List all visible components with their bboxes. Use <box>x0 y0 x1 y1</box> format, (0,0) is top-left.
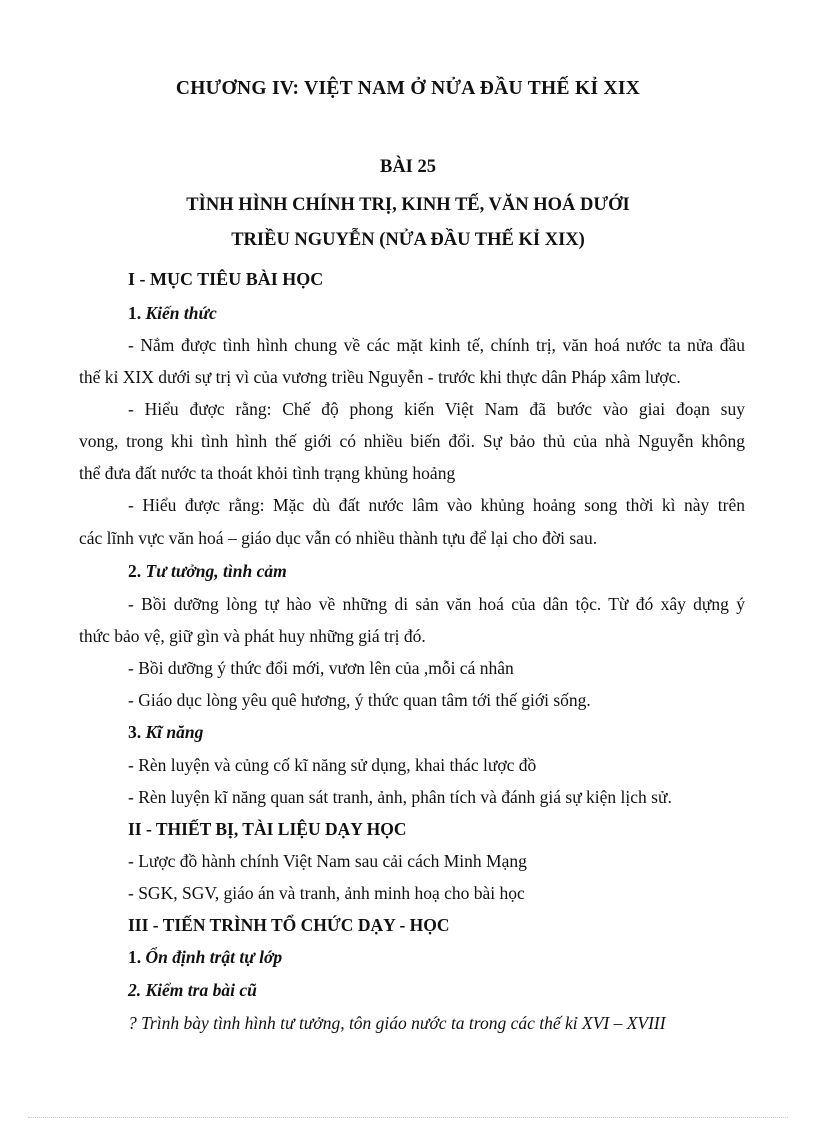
lesson-number: BÀI 25 <box>379 157 437 177</box>
paragraph-line: - Bồi dưỡng ý thức đổi mới, vươn lên của ,mỗi cá nhân <box>128 658 514 678</box>
subheading-attitude-num: 2. <box>128 561 146 581</box>
section-1-heading-text: - MỤC TIÊU BÀI HỌC <box>135 269 324 289</box>
lesson-title-line-2: TRIỀU NGUYỄN (NỬA ĐẦU THẾ KỈ XIX) <box>231 230 585 250</box>
section-2-heading: II - THIẾT BỊ, TÀI LIỆU DẠY HỌC <box>128 819 407 839</box>
paragraph-line: - Hiểu được rằng: Chế độ phong kiến Việt Nam đã bước vào giai đoạn suy <box>128 399 745 419</box>
subheading-knowledge-num: 1. <box>128 303 146 323</box>
paragraph-line: - Giáo dục lòng yêu quê hương, ý thức quan tâm tới thế giới sống. <box>128 690 591 710</box>
paragraph-line: - Rèn luyện và củng cố kĩ năng sử dụng, khai thác lược đồ <box>128 755 537 775</box>
subheading-class-order <box>128 946 282 968</box>
paragraph-line: - Lược đồ hành chính Việt Nam sau cải cách Minh Mạng <box>128 851 527 871</box>
section-1-roman: I <box>128 269 136 289</box>
paragraph-line: vong, trong khi tình hình thế giới có nhiều biến đổi. Sự bảo thủ của nhà Nguyễn không <box>79 431 745 451</box>
paragraph-line: - SGK, SGV, giáo án và tranh, ảnh minh hoạ cho bài học <box>128 883 525 903</box>
subheading-class-order-title: Ổn định trật tự lớp <box>145 947 283 967</box>
paragraph-line: thế kỉ XIX dưới sự trị vì của vương triều Nguyễn - trước khi thực dân Pháp xâm lược. <box>79 367 681 387</box>
paragraph-line: - Bồi dưỡng lòng tự hào về những di sản văn hoá của dân tộc. Từ đó xây dựng ý <box>128 594 745 614</box>
chapter-title: CHƯƠNG IV: VIỆT NAM Ở NỬA ĐẦU THẾ KỈ XIX <box>175 78 641 99</box>
paragraph-line: thức bảo vệ, giữ gìn và phát huy những giá trị đó. <box>79 626 426 646</box>
lesson-title-line-1: TÌNH HÌNH CHÍNH TRỊ, KINH TẾ, VĂN HOÁ DƯỚI <box>186 195 630 215</box>
paragraph-line: thể đưa đất nước ta thoát khỏi tình trạng khủng hoảng <box>79 463 456 483</box>
subheading-knowledge-title: Kiến thức <box>145 303 217 323</box>
review-question: ? Trình bày tình hình tư tưởng, tôn giáo nước ta trong các thế kỉ XVI – XVIII <box>128 1013 666 1033</box>
subheading-attitude <box>128 560 287 582</box>
subheading-class-order-num: 1. <box>128 947 146 967</box>
subheading-skills <box>128 721 203 743</box>
section-1-heading <box>128 268 323 290</box>
subheading-review: 2. Kiểm tra bài cũ <box>128 980 257 1000</box>
subheading-knowledge <box>128 302 217 324</box>
section-3-heading: III - TIẾN TRÌNH TỔ CHỨC DẠY - HỌC <box>128 915 450 935</box>
subheading-skills-num: 3. <box>128 722 146 742</box>
paragraph-line: các lĩnh vực văn hoá – giáo dục vẫn có nhiều thành tựu để lại cho đời sau. <box>79 528 598 548</box>
subheading-skills-title: Kĩ năng <box>145 722 204 742</box>
subheading-attitude-title: Tư tưởng, tình cảm <box>145 561 287 581</box>
paragraph-line: - Hiểu được rằng: Mặc dù đất nước lâm vào khủng hoảng song thời kì này trên <box>128 495 745 515</box>
paragraph-line: - Rèn luyện kĩ năng quan sát tranh, ảnh, phân tích và đánh giá sự kiện lịch sử. <box>128 787 672 807</box>
paragraph-line: - Nắm được tình hình chung về các mặt kinh tế, chính trị, văn hoá nước ta nửa đầu <box>128 335 745 355</box>
page-divider <box>28 1117 788 1118</box>
